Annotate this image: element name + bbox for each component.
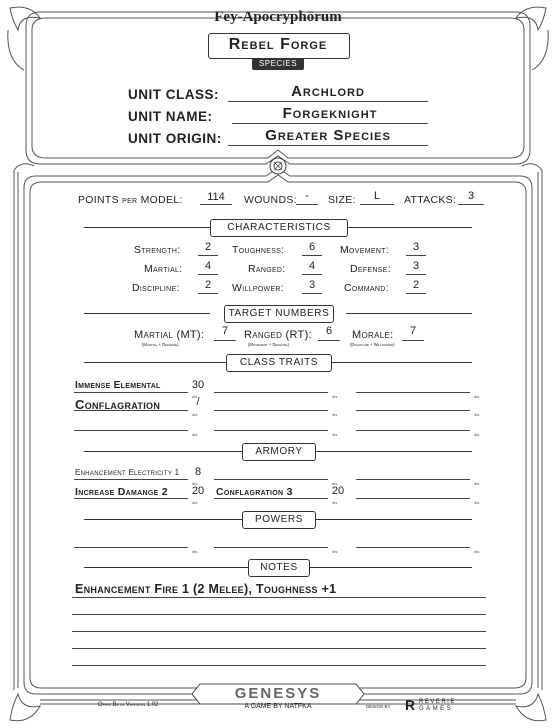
martial-value: 4 [204, 260, 212, 272]
trait-line-2c [356, 410, 470, 411]
dts-mark: dts [192, 394, 198, 399]
trait-1-value: 30 [191, 379, 205, 391]
byline-text: A GAME BY NATFKA [244, 703, 312, 710]
attacks-value: 3 [467, 190, 475, 202]
mt-label: Martial (MT): [134, 329, 205, 341]
trait-2-value: / [196, 396, 200, 408]
reverie-logo-mark: R [405, 697, 416, 713]
dts-mark: dts [474, 481, 480, 486]
dts-mark: dts [192, 549, 198, 554]
mt-line [214, 340, 236, 341]
discipline-label: Discipline: [132, 282, 180, 294]
trait-line-2b [214, 410, 328, 411]
reverie-name: REVERIE [419, 699, 456, 705]
armory-item-2-name: Increase Damange 2 [75, 486, 168, 498]
dts-mark: dts [474, 432, 480, 437]
command-value: 2 [412, 279, 420, 291]
command-label: Command: [344, 282, 389, 294]
willpower-value: 3 [308, 279, 316, 291]
armory-line-2b [214, 498, 328, 499]
morale-label: Morale: [352, 329, 394, 341]
characteristics-rule-left [84, 227, 210, 228]
dts-mark: dts [474, 412, 480, 417]
trait-line-3c [356, 430, 470, 431]
class-traits-banner: CLASS TRAITS [226, 354, 332, 372]
notes-line-4 [72, 648, 486, 649]
powers-line-b [214, 547, 328, 548]
notes-banner: NOTES [248, 559, 310, 577]
characteristics-rule-right [346, 227, 472, 228]
trait-line-1c [356, 392, 470, 393]
armory-rule-right [314, 451, 472, 452]
rt-label: Ranged (RT): [244, 329, 312, 341]
trait-line-2a [74, 410, 188, 411]
ranged-line [302, 274, 322, 275]
powers-line-a [74, 547, 188, 548]
unit-class-label: UNIT CLASS: [128, 87, 219, 102]
dts-mark: dts [332, 412, 338, 417]
armory-item-3-value: 20 [331, 485, 345, 497]
toughness-label: Toughness: [232, 244, 285, 256]
powers-rule-right [314, 519, 472, 520]
games-name: GAMES [419, 706, 454, 712]
unit-class-value: Archlord [291, 83, 365, 100]
toughness-line [302, 255, 322, 256]
command-line [406, 293, 426, 294]
defense-line [406, 274, 426, 275]
size-line [360, 204, 394, 205]
armory-line-2a [74, 498, 188, 499]
rt-line [318, 340, 340, 341]
armory-banner: ARMORY [242, 443, 316, 461]
dts-mark: dts [474, 500, 480, 505]
armory-rule-left [84, 451, 242, 452]
notes-rule-right [308, 567, 472, 568]
wounds-label: WOUNDS: [244, 194, 297, 206]
movement-value: 3 [412, 241, 420, 253]
morale-line [402, 340, 424, 341]
discipline-value: 2 [204, 279, 212, 291]
traits-rule-right [330, 362, 472, 363]
trait-line-3a [74, 430, 188, 431]
notes-rule-left [84, 567, 248, 568]
unit-origin-line [228, 145, 428, 146]
martial-label: Martial: [144, 263, 183, 275]
armory-item-2-value: 20 [191, 485, 205, 497]
morale-sub: (Discipline + Willpower) [350, 342, 395, 347]
defense-label: Defense: [350, 263, 391, 275]
dts-mark: dts [332, 500, 338, 505]
design-by-text: DESIGN BY [366, 704, 391, 709]
mt-value: 7 [221, 325, 229, 337]
strength-label: Strength: [134, 244, 181, 256]
attacks-line [458, 204, 484, 205]
strength-value: 2 [204, 241, 212, 253]
notes-line-3 [72, 631, 486, 632]
points-value: 114 [207, 191, 225, 203]
unit-origin-value: Greater Species [265, 127, 391, 144]
faction-name: Rebel Forge [228, 36, 328, 53]
dts-mark: dts [192, 432, 198, 437]
morale-value: 7 [409, 325, 417, 337]
mt-sub: (Martial + Defense) [142, 342, 179, 347]
wounds-value: - [305, 190, 309, 202]
points-line [200, 204, 232, 205]
strength-line [198, 255, 218, 256]
movement-label: Movement: [340, 244, 389, 256]
defense-value: 3 [412, 260, 420, 272]
target-rule-right [346, 313, 472, 314]
unit-origin-label: UNIT ORIGIN: [128, 131, 222, 146]
dts-mark: dts [474, 549, 480, 554]
version-text: Open Beta Version 1.02 [98, 702, 159, 708]
dts-mark: dts [332, 432, 338, 437]
unit-name-label: UNIT NAME: [128, 109, 213, 124]
traits-rule-left [84, 362, 226, 363]
notes-line-5 [72, 665, 486, 666]
dts-mark: dts [332, 481, 338, 486]
target-numbers-banner: TARGET NUMBERS [224, 305, 334, 323]
ranged-label: Ranged: [248, 263, 286, 275]
armory-item-3-name: Conflagration 3 [216, 486, 293, 498]
dts-mark: dts [192, 412, 198, 417]
ranged-value: 4 [308, 260, 316, 272]
armory-item-1-name: Enhancement Electricity 1 [75, 468, 180, 477]
dts-mark: dts [332, 394, 338, 399]
trait-line-3b [214, 430, 328, 431]
martial-line [198, 274, 218, 275]
unit-name-value: Forgeknight [282, 105, 378, 122]
attacks-label: ATTACKS: [404, 194, 457, 206]
size-label: SIZE: [328, 194, 356, 206]
unit-class-line [228, 101, 428, 102]
movement-line [406, 255, 426, 256]
game-title: Fey-Apocryphōrum [214, 9, 342, 25]
willpower-label: Willpower: [232, 282, 285, 294]
target-rule-left [84, 313, 210, 314]
armory-item-1-value: 8 [194, 466, 202, 478]
rt-sub: (Movement + Defense) [248, 342, 289, 347]
characteristics-banner: CHARACTERISTICS [210, 219, 348, 237]
notes-text: Enhancement Fire 1 (2 Melee), Toughness +1 [75, 582, 337, 596]
dts-mark: dts [192, 500, 198, 505]
armory-line-1a [74, 479, 188, 480]
dts-mark: dts [332, 549, 338, 554]
dts-mark: dts [474, 394, 480, 399]
armory-line-1b [214, 479, 328, 480]
powers-line-c [356, 547, 470, 548]
species-tag: SPECIES [252, 58, 304, 70]
armory-line-1c [356, 479, 470, 480]
toughness-value: 6 [308, 241, 316, 253]
powers-rule-left [84, 519, 242, 520]
points-label: POINTS per MODEL: [78, 194, 183, 206]
rt-value: 6 [325, 325, 333, 337]
discipline-line [198, 293, 218, 294]
willpower-line [302, 293, 322, 294]
trait-line-1b [214, 392, 328, 393]
trait-line-1a [74, 392, 188, 393]
size-value: L [373, 190, 381, 202]
powers-banner: POWERS [242, 511, 316, 529]
notes-line-1 [72, 597, 486, 598]
unit-name-line [232, 123, 428, 124]
trait-2-name: Conflagration [75, 397, 161, 412]
armory-line-2c [356, 498, 470, 499]
wounds-line [296, 204, 318, 205]
trait-1-name: Immense Elemental [75, 380, 161, 391]
genesys-logo: GENESYS [234, 685, 322, 702]
dts-mark: dts [192, 481, 198, 486]
notes-line-2 [72, 614, 486, 615]
